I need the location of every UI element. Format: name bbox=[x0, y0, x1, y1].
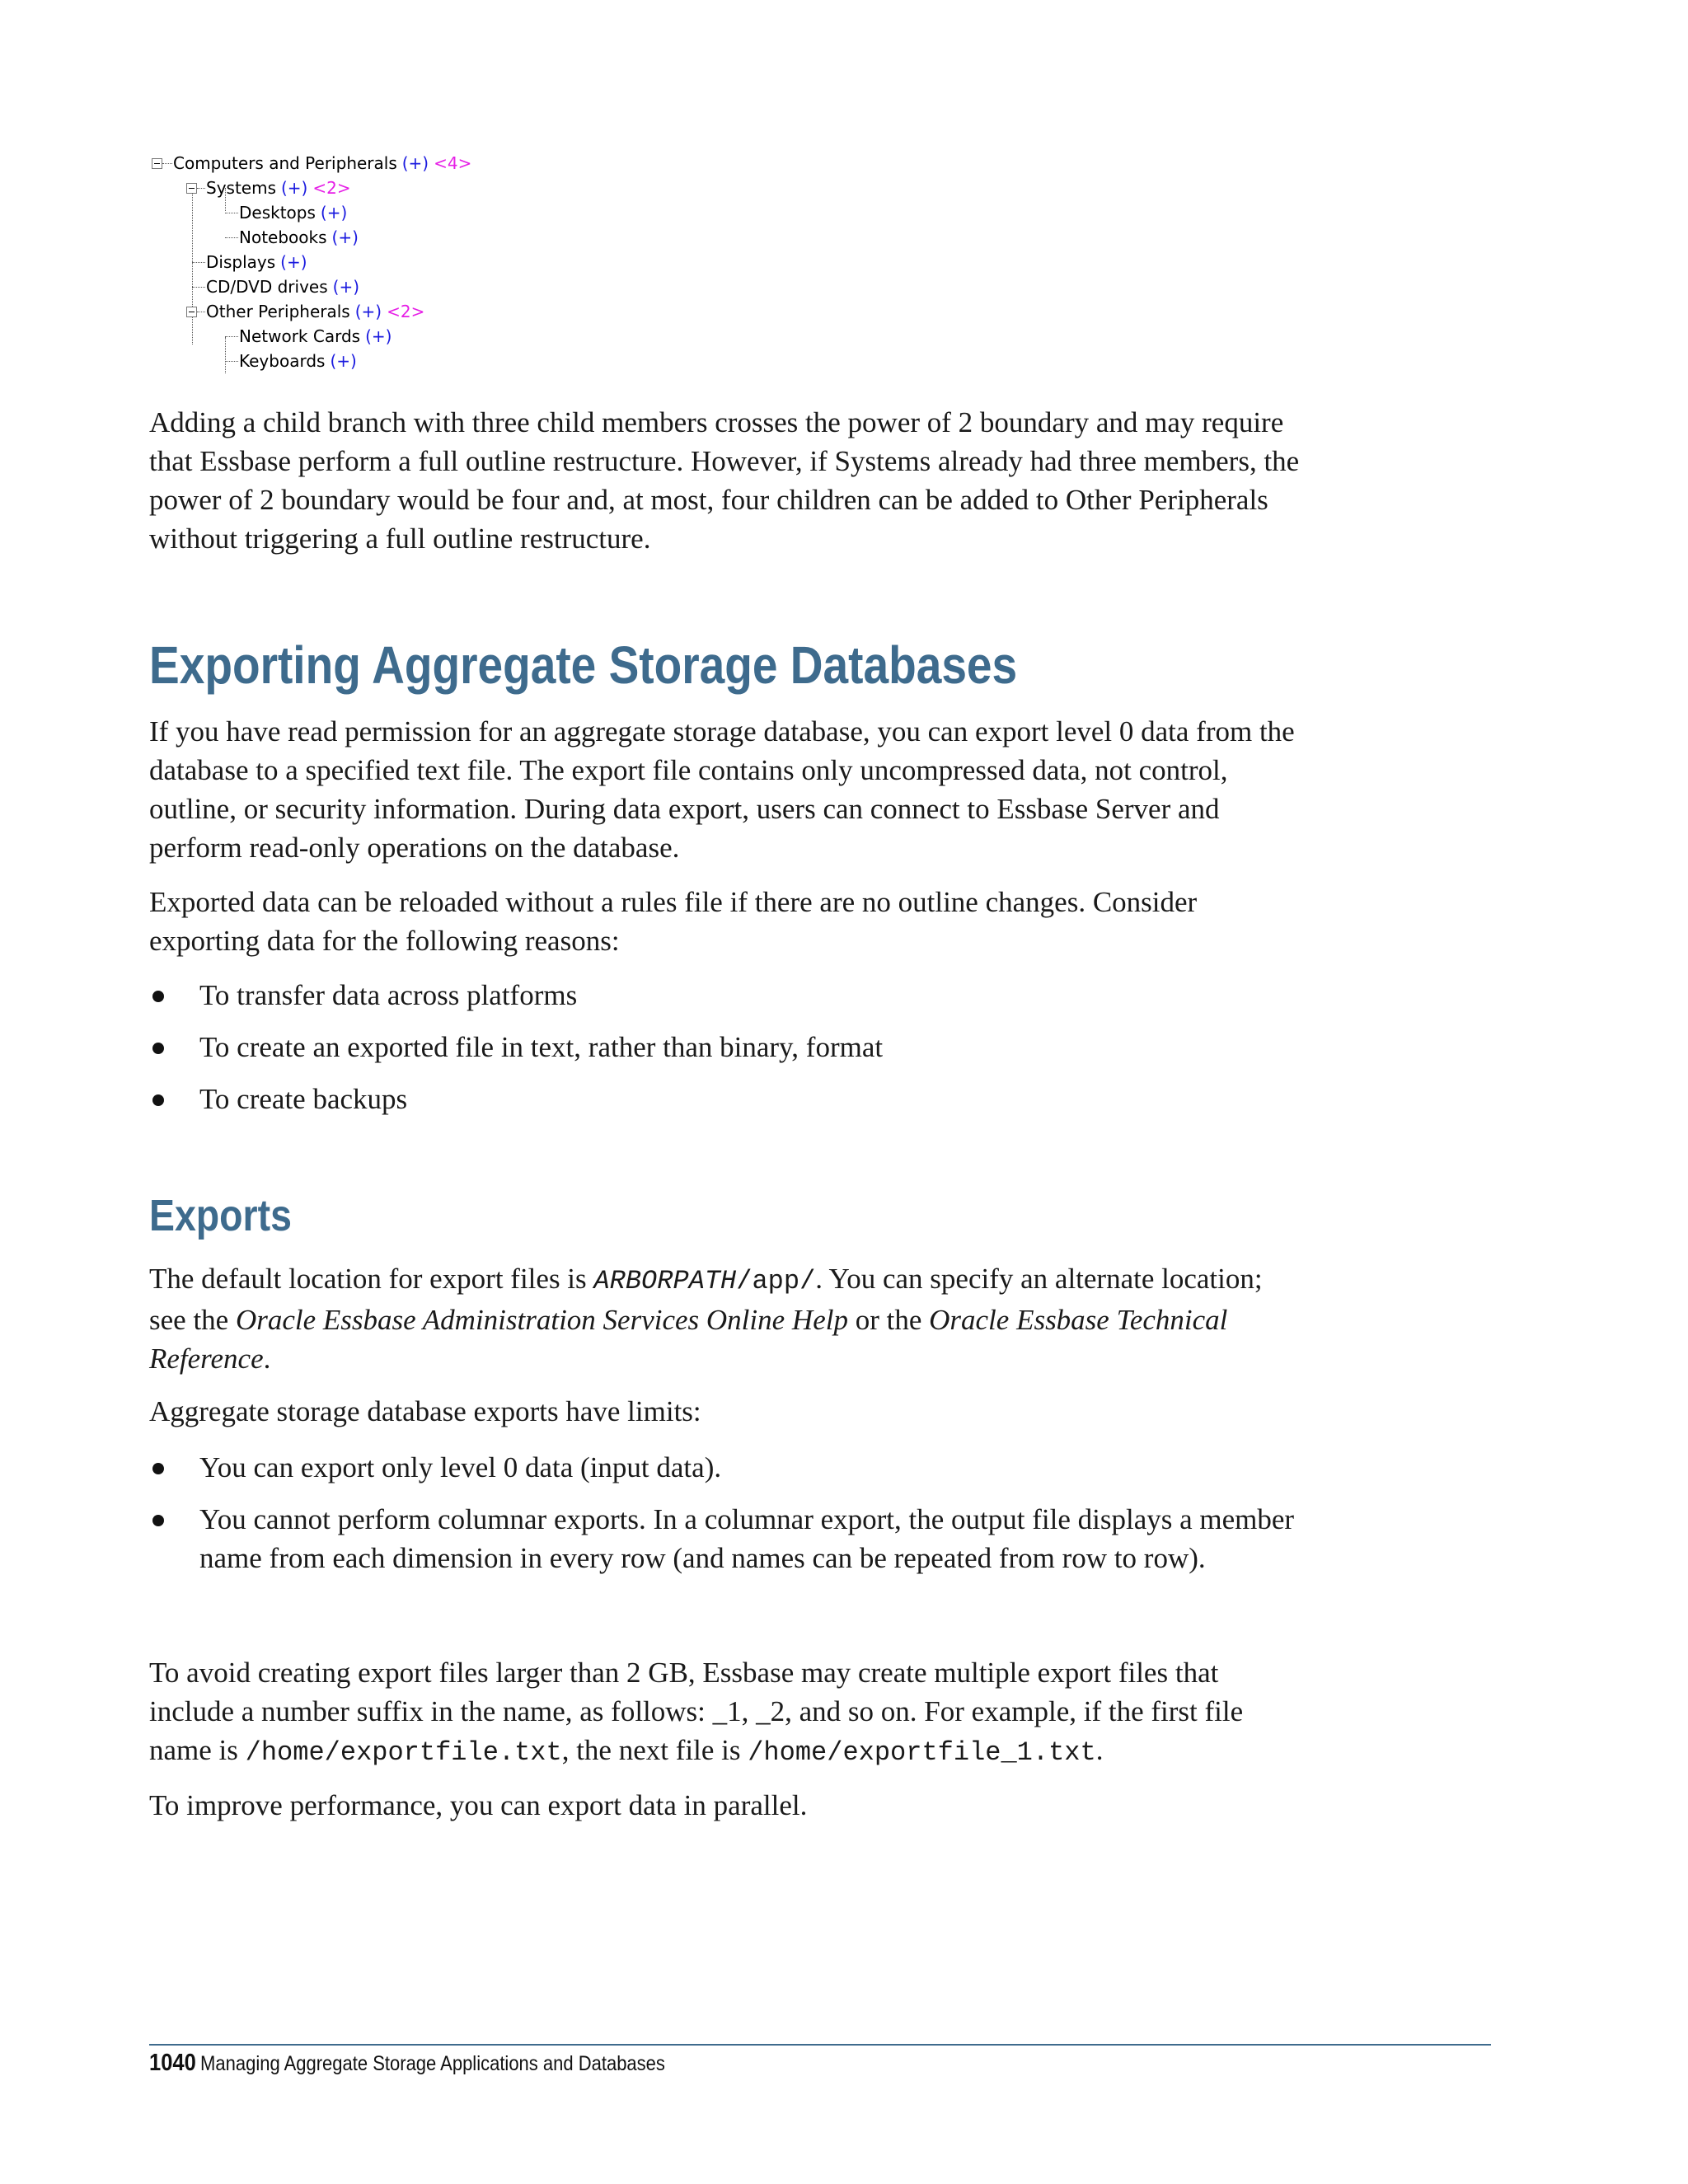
bullet-icon bbox=[152, 1463, 164, 1474]
chapter-title: Managing Aggregate Storage Applications and Databases bbox=[200, 2052, 665, 2075]
limits-intro: Aggregate storage database exports have limits: bbox=[149, 1395, 701, 1427]
tree-connector bbox=[225, 337, 226, 373]
bullet-icon bbox=[152, 1515, 164, 1526]
section-paragraph-2: Exported data can be reloaded without a rules file if there are no outline changes. Consider exporting data for the following reasons: bbox=[149, 886, 1198, 957]
bullet-icon bbox=[152, 1094, 164, 1106]
tree-node-other-peripherals[interactable]: Other Peripherals (+) <2> bbox=[206, 302, 425, 321]
tree-connector bbox=[192, 262, 205, 263]
page-number: 1040 bbox=[149, 2050, 196, 2076]
tree-node-network-cards[interactable]: Network Cards (+) bbox=[239, 326, 392, 346]
intro-paragraph: Adding a child branch with three child members crosses the power of 2 boundary and may require that Essbase perform a full outline restructure. However, if Systems already had three members, the power of 2 boundary would be four and, at most, four children can be added to Other Peripherals without triggering a full outline restructure. bbox=[149, 406, 1300, 555]
collapse-icon[interactable] bbox=[186, 307, 197, 317]
page-footer bbox=[149, 2050, 665, 2077]
tree-connector bbox=[225, 336, 238, 337]
tree-connector bbox=[162, 163, 172, 164]
tree-node-cd-dvd-drives[interactable]: CD/DVD drives (+) bbox=[206, 277, 360, 297]
tree-connector bbox=[197, 188, 205, 189]
section-title: Exporting Aggregate Storage Databases bbox=[149, 635, 1018, 695]
footer-rule bbox=[149, 2044, 1491, 2046]
collapse-icon[interactable] bbox=[186, 183, 197, 194]
parallel-paragraph: To improve performance, you can export data in parallel. bbox=[149, 1789, 808, 1821]
export-location-paragraph: The default location for export files is ARBORPATH/app/. You can specify an alternate location; see the Oracle Essbase Administration Services Online Help or the Oracle Essbase Technical Reference. bbox=[149, 1263, 1263, 1375]
tree-node-keyboards[interactable]: Keyboards (+) bbox=[239, 351, 357, 371]
tree-connector bbox=[192, 287, 205, 288]
bullet-icon bbox=[152, 1043, 164, 1054]
tree-node-desktops[interactable]: Desktops (+) bbox=[239, 203, 348, 223]
section-paragraph-1: If you have read permission for an aggregate storage database, you can export level 0 data from the database to a specified text file. The export file contains only uncompressed data, not control, outline, or security information. During data export, users can connect to Essbase Server and perform read-only operations on the database. bbox=[149, 715, 1295, 864]
bullet-icon bbox=[152, 991, 164, 1002]
tree-connector bbox=[225, 361, 238, 362]
subsection-title: Exports bbox=[149, 1191, 292, 1240]
tree-node-computers-and-peripherals[interactable]: Computers and Peripherals (+) <4> bbox=[173, 153, 472, 173]
tree-connector bbox=[192, 188, 193, 344]
tree-node-notebooks[interactable]: Notebooks (+) bbox=[239, 227, 359, 247]
tree-node-displays[interactable]: Displays (+) bbox=[206, 252, 307, 272]
multiple-files-paragraph: To avoid creating export files larger than 2 GB, Essbase may create multiple export files that include a number suffix in the name, as follows: _1, _2, and so on. For example, if the first file name is /home/exportfile.txt, the next file is /home/exportfile_1.txt. bbox=[149, 1657, 1244, 1768]
tree-connector bbox=[225, 237, 238, 238]
collapse-icon[interactable] bbox=[152, 158, 162, 169]
tree-node-systems[interactable]: Systems (+) <2> bbox=[206, 178, 351, 198]
